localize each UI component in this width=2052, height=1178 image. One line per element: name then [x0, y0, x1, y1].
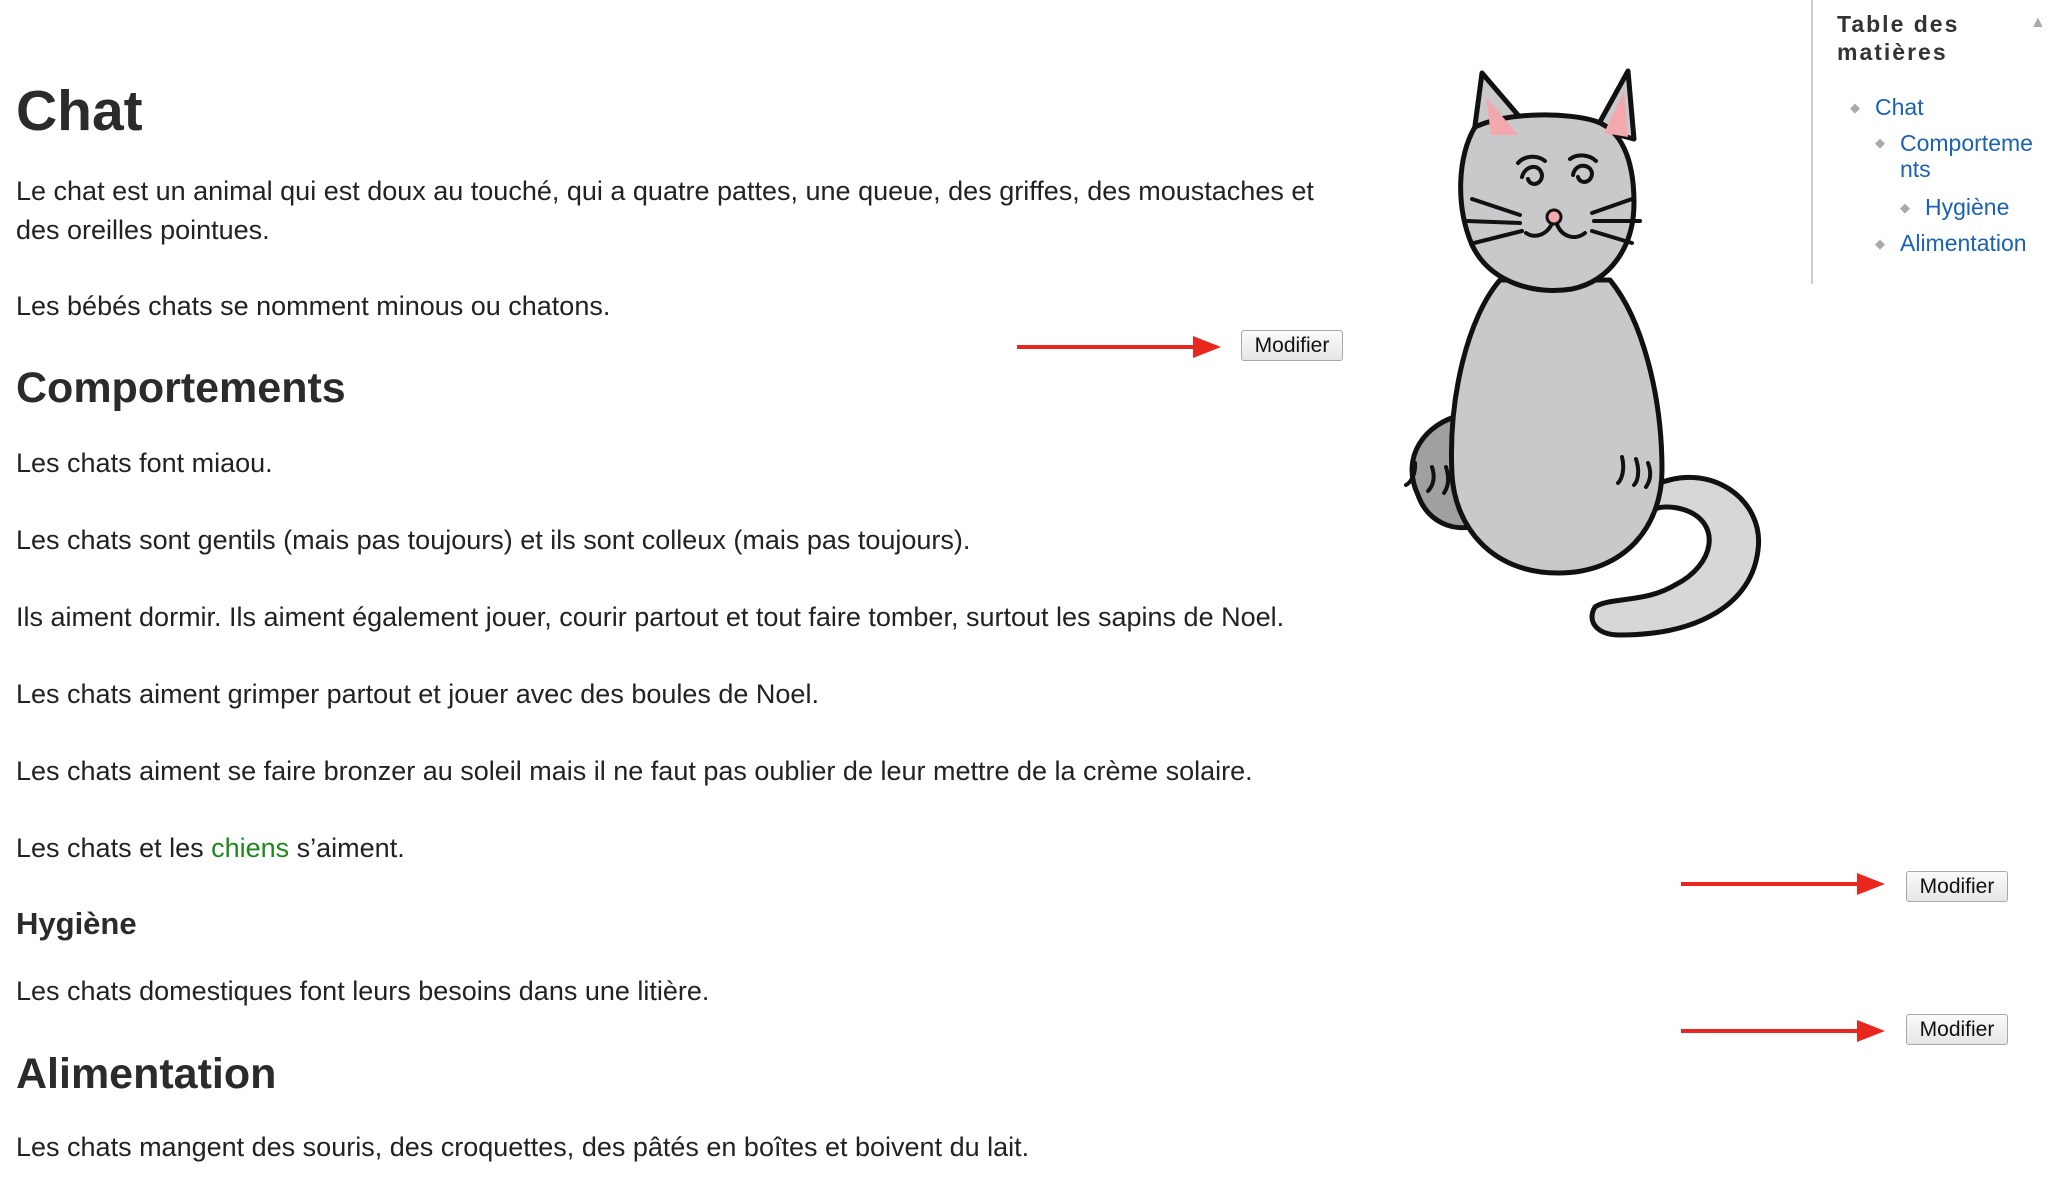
- toc-link[interactable]: Alimentation: [1900, 230, 2027, 256]
- red-arrow-icon: [1681, 1017, 1886, 1045]
- page-title: Chat: [16, 79, 143, 143]
- toc-item-hygiene[interactable]: [1925, 194, 2009, 220]
- alimentation-paragraph: Les chats mangent des souris, des croquettes, des pâtés en boîtes et boivent du lait.: [16, 1132, 1030, 1162]
- babies-paragraph: Les bébés chats se nomment minous ou chatons.: [16, 291, 611, 321]
- red-arrow-icon: [1681, 870, 1886, 898]
- comportements-paragraph: Ils aiment dormir. Ils aiment également jouer, courir partout et tout faire tomber, surtout les sapins de Noel.: [16, 602, 1285, 632]
- toc-title-line: matières: [1837, 39, 1948, 65]
- hygiene-paragraph: Les chats domestiques font leurs besoins dans une litière.: [16, 976, 710, 1006]
- edit-section-comportements-button[interactable]: Modifier: [1241, 330, 1343, 361]
- diamond-bullet-icon: ◆: [1875, 135, 1885, 150]
- section-heading-hygiene: Hygiène: [16, 906, 137, 941]
- edit-section-hygiene-button[interactable]: Modifier: [1906, 871, 2008, 902]
- toc-item-comportements[interactable]: [1900, 130, 2033, 182]
- edit-section-alimentation-button[interactable]: Modifier: [1906, 1014, 2008, 1045]
- comportements-paragraph: Les chats aiment se faire bronzer au soleil mais il ne faut pas oublier de leur mettre de la crème solaire.: [16, 756, 1253, 786]
- toc-title-line: Table des: [1837, 11, 1960, 37]
- section-heading-alimentation: Alimentation: [16, 1050, 277, 1098]
- toc-link[interactable]: Chat: [1875, 94, 1924, 120]
- chiens-link[interactable]: chiens: [211, 833, 290, 863]
- comportements-paragraph: Les chats aiment grimper partout et jouer avec des boules de Noel.: [16, 679, 819, 709]
- diamond-bullet-icon: ◆: [1875, 236, 1885, 251]
- toc-link[interactable]: Hygiène: [1925, 194, 2010, 220]
- intro-paragraph: Le chat est un animal qui est doux au touché, qui a quatre pattes, une queue, des griffes, des moustaches et des oreilles pointues.: [16, 176, 1314, 245]
- toc-item-alimentation[interactable]: [1900, 230, 2027, 256]
- table-of-contents: [1811, 0, 2052, 284]
- diamond-bullet-icon: ◆: [1900, 200, 1910, 215]
- comportements-paragraph: [16, 829, 405, 868]
- toc-link[interactable]: [1900, 130, 2033, 182]
- toc-link-line: Comporteme: [1900, 130, 2033, 156]
- section-heading-comportements: Comportements: [16, 364, 346, 412]
- toc-title: [1837, 10, 1959, 66]
- red-arrow-icon: [1017, 333, 1222, 361]
- cat-illustration: [1370, 55, 1790, 655]
- comportements-paragraph: Les chats sont gentils (mais pas toujours) et ils sont colleux (mais pas toujours).: [16, 525, 971, 555]
- paragraph-text: s’aiment.: [289, 833, 405, 863]
- caret-up-icon[interactable]: ▲: [2030, 14, 2046, 31]
- toc-link-line: nts: [1900, 156, 1931, 182]
- paragraph-text: Les chats et les: [16, 833, 212, 863]
- toc-item-chat[interactable]: [1875, 94, 1924, 120]
- diamond-bullet-icon: ◆: [1850, 100, 1860, 115]
- comportements-paragraph: Les chats font miaou.: [16, 448, 273, 478]
